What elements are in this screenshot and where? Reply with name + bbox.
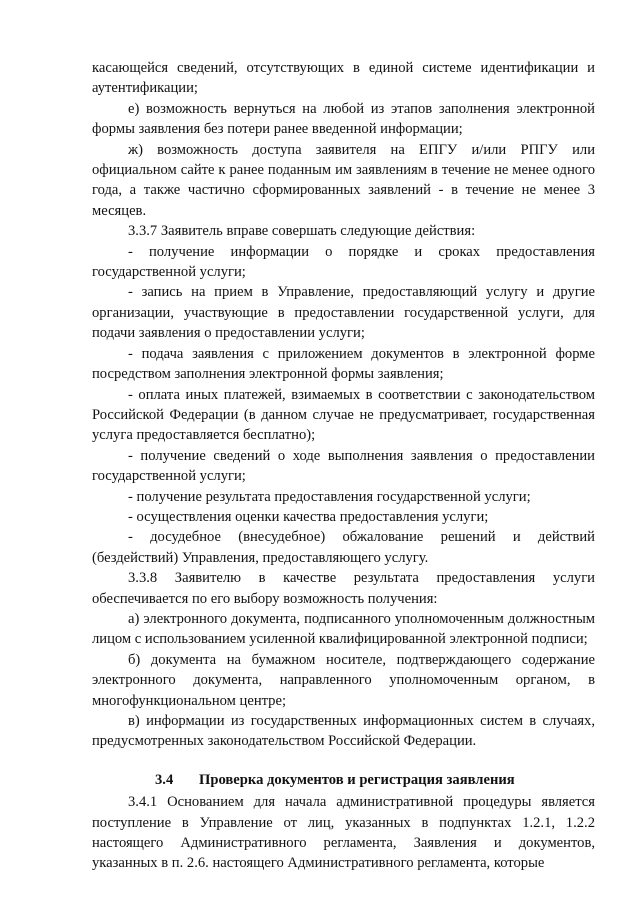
paragraph: 3.3.7 Заявитель вправе совершать следующие действия: [128, 223, 476, 240]
section-heading [92, 770, 595, 790]
list-item: - досудебное (внесудебное) обжалование решений и действий (бездействий) Управления, предоставляющего услугу. [92, 529, 595, 566]
list-item: в) информации из государственных информационных систем в случаях, предусмотренных законодательством Российской Федерации. [92, 713, 595, 750]
paragraph: касающейся сведений, отсутствующих в единой системе идентификации и аутентификации; [92, 60, 595, 97]
paragraph: ж) возможность доступа заявителя на ЕПГУ и/или РПГУ или официальном сайте к ранее поданным им заявлениям в течение не менее одного года, а также частично сформированных заявлений - в течение не менее 3 месяцев. [92, 141, 595, 219]
list-item: а) электронного документа, подписанного уполномоченным должностным лицом с использованием усиленной квалифицированной электронной подписи; [92, 610, 595, 648]
list-item: - подача заявления с приложением документов в электронной форме посредством заполнения электронной формы заявления; [92, 345, 595, 383]
document-page [92, 58, 595, 874]
section-number: 3.4 [155, 771, 174, 788]
list-item: - запись на прием в Управление, предоставляющий услугу и другие организации, участвующие в предоставлении государственной услуги, для подачи заявления о предоставлении услуги; [92, 284, 595, 342]
list-item: - получение результата предоставления государственной услуги; [128, 488, 531, 505]
paragraph: е) возможность вернуться на любой из этапов заполнения электронной формы заявления без потери ранее введенной информации; [92, 100, 595, 138]
list-item: б) документа на бумажном носителе, подтверждающего содержание электронного документа, направленного уполномоченным органом, в многофункциональном центре; [92, 651, 595, 709]
list-item: - получение сведений о ходе выполнения заявления о предоставлении государственной услуги; [92, 447, 595, 485]
list-item: - осуществления оценки качества предоставления услуги; [128, 508, 489, 525]
paragraph: 3.4.1 Основанием для начала административной процедуры является поступление в Управление от лиц, указанных в подпунктах 1.2.1, 1.2.2 настоящего Административного регламента, Заявления и документов, указанных в п. 2.6. настоящего Административного регламента, которые [92, 794, 595, 872]
paragraph: 3.3.8 Заявителю в качестве результата предоставления услуги обеспечивается по его выбору возможность получения: [92, 570, 595, 607]
list-item: - оплата иных платежей, взимаемых в соответствии с законодательством Российской Федерации (в данном случае не предусматривает, государственная услуга предоставляется бесплатно); [92, 386, 595, 444]
list-item: - получение информации о порядке и сроках предоставления государственной услуги; [92, 243, 595, 281]
section-title: Проверка документов и регистрация заявления [199, 771, 515, 788]
